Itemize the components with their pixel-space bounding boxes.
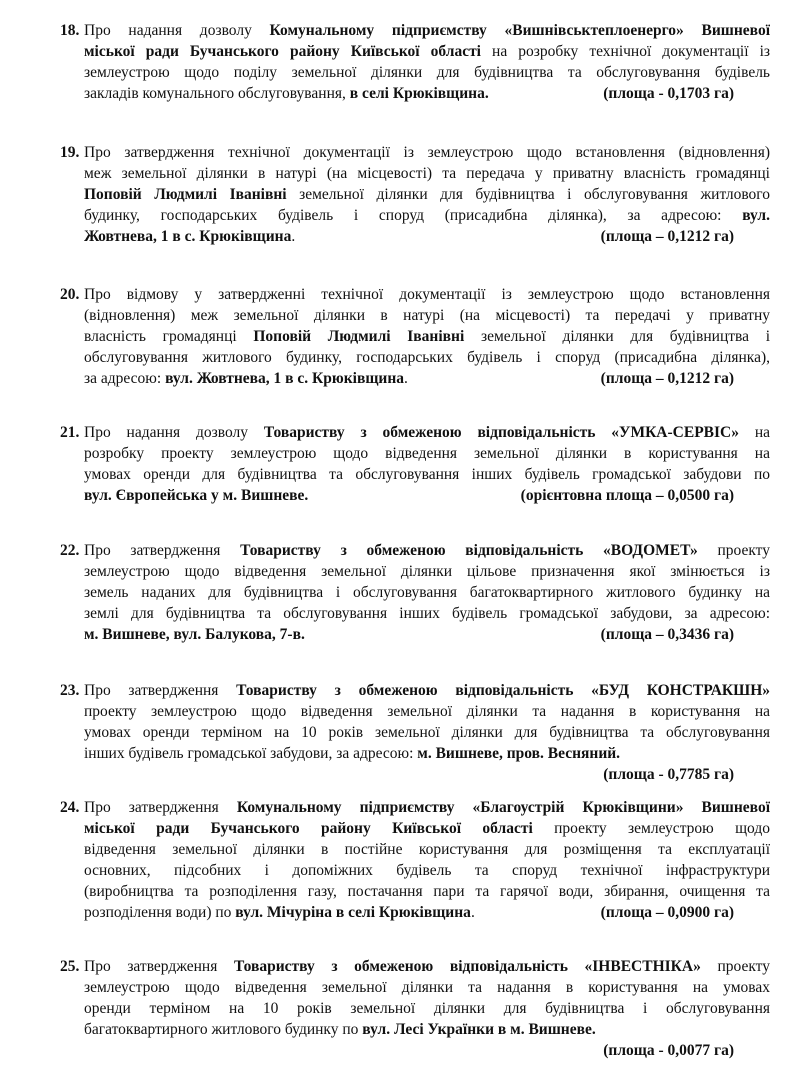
item-number: 21.	[60, 424, 80, 441]
item-line: меж земельної ділянки в натурі (на місцевості) та передача у приватну власність громадянці	[84, 165, 770, 182]
area-value: (площа – 0,0900 га)	[600, 904, 734, 921]
item-line: міської ради Бучанського району Київської області проекту землеустрою щодо	[84, 820, 770, 837]
item-line: розробку проекту землеустрою щодо відведення земельної ділянки в користування на	[84, 445, 770, 462]
area-value: (площа – 0,1212 га)	[600, 228, 734, 245]
item-line: м. Вишневе, вул. Балукова, 7-в. (площа – 0,3436 га)	[84, 626, 734, 643]
item-line: Про надання дозволу Комунальному підприємству «Вишнівськтеплоенерго» Вишневої	[84, 22, 770, 39]
item-line: за адресою: вул. Жовтнева, 1 в с. Крюківщина. (площа – 0,1212 га)	[84, 370, 734, 387]
item-line: земель наданих для будівництва і обслуговування багатоквартирного житлового будинку на	[84, 584, 770, 601]
item-line: обслуговування житлового будинку, господарських будівель і споруд (присадибна ділянка),	[84, 349, 770, 366]
item-line: землеустрою щодо поділу земельної ділянки для будівництва та обслуговування будівель	[84, 64, 770, 81]
item-line: міської ради Бучанського району Київської області на розробку технічної документації із	[84, 43, 770, 60]
item-line: землеустрою щодо відведення земельної ділянки цільове призначення якої змінюється із	[84, 563, 770, 580]
resolution-item-22	[60, 540, 770, 645]
item-line: умовах оренди терміном на 10 років земельної ділянки для будівництва та обслуговування	[84, 724, 770, 741]
item-line: багатоквартирного житлового будинку по вул. Лесі Українки в м. Вишневе.	[84, 1021, 596, 1038]
resolution-item-21	[60, 422, 770, 506]
area-value: (площа - 0,0077 га)	[603, 1042, 734, 1059]
item-number: 18.	[60, 22, 80, 39]
item-line: основних, підсобних і допоміжних будівель та споруд технічної інфраструктури	[84, 862, 770, 879]
item-line: Про затвердження Товариству з обмеженою відповідальність «БУД КОНСТРАКШН»	[84, 682, 770, 699]
resolution-item-19	[60, 142, 770, 247]
area-value: (орієнтовна площа – 0,0500 га)	[520, 487, 734, 504]
item-line: відведення земельної ділянки в постійне користування для розміщення та експлуатації	[84, 841, 770, 858]
resolution-item-25	[60, 956, 770, 1061]
area-value: (площа - 0,1703 га)	[603, 85, 734, 102]
item-line: будинку, господарських будівель і споруд (присадибна ділянка), за адресою: вул.	[84, 207, 770, 224]
item-line: вул. Європейська у м. Вишневе. (орієнтовна площа – 0,0500 га)	[84, 487, 734, 504]
item-line: Про затвердження Товариству з обмеженою відповідальність «ІНВЕСТНІКА» проекту	[84, 958, 770, 975]
item-line: Поповій Людмилі Іванівні земельної ділянки для будівництва і обслуговування житлового	[84, 186, 770, 203]
item-line: Про затвердження Товариству з обмеженою відповідальність «ВОДОМЕТ» проекту	[84, 542, 770, 559]
item-line: Про затвердження Комунальному підприємству «Благоустрій Крюківщини» Вишневої	[84, 799, 770, 816]
item-line: розподілення води) по вул. Мічуріна в селі Крюківщина. (площа – 0,0900 га)	[84, 904, 734, 921]
resolution-item-20	[60, 284, 770, 389]
item-line: інших будівель громадської забудови, за адресою: м. Вишневе, пров. Весняний.	[84, 745, 621, 762]
item-line: оренди терміном на 10 років земельної ділянки для будівництва і обслуговування	[84, 1000, 770, 1017]
item-line: землеустрою щодо відведення земельної ділянки та надання в користування на умовах	[84, 979, 770, 996]
item-number: 22.	[60, 542, 80, 559]
item-line: (виробництва та розподілення газу, постачання пари та гарячої води, збирання, очищення та	[84, 883, 770, 900]
area-value: (площа – 0,3436 га)	[600, 626, 734, 643]
item-number: 19.	[60, 144, 80, 161]
item-number: 25.	[60, 958, 80, 975]
item-line: умовах оренди для будівництва та обслуговування інших будівель громадської забудови по	[84, 466, 770, 483]
item-number: 24.	[60, 799, 80, 816]
item-number: 23.	[60, 682, 80, 699]
area-value: (площа – 0,1212 га)	[600, 370, 734, 387]
item-line: землі для будівництва та обслуговування інших будівель громадської забудови, за адресою:	[84, 605, 770, 622]
item-line: Про надання дозволу Товариству з обмеженою відповідальність «УМКА-СЕРВІС» на	[84, 424, 770, 441]
resolution-item-24	[60, 797, 770, 923]
area-value: (площа - 0,7785 га)	[603, 766, 734, 783]
item-line: Жовтнева, 1 в с. Крюківщина. (площа – 0,1212 га)	[84, 228, 734, 245]
item-line: Про затвердження технічної документації із землеустрою щодо встановлення (відновлення)	[84, 144, 770, 161]
item-line: закладів комунального обслуговування, в селі Крюківщина. (площа - 0,1703 га)	[84, 85, 734, 102]
item-line: (відновлення) меж земельної ділянки в натурі (на місцевості) та передачі у приватну	[84, 307, 770, 324]
item-number: 20.	[60, 286, 80, 303]
item-line: власність громадянці Поповій Людмилі Іванівні земельної ділянки для будівництва і	[84, 328, 770, 345]
item-line: проекту землеустрою щодо відведення земельної ділянки та надання в користування на	[84, 703, 770, 720]
resolution-item-23	[60, 680, 770, 785]
item-line: Про відмову у затвердженні технічної документації із землеустрою щодо встановлення	[84, 286, 770, 303]
resolution-item-18	[60, 20, 770, 104]
